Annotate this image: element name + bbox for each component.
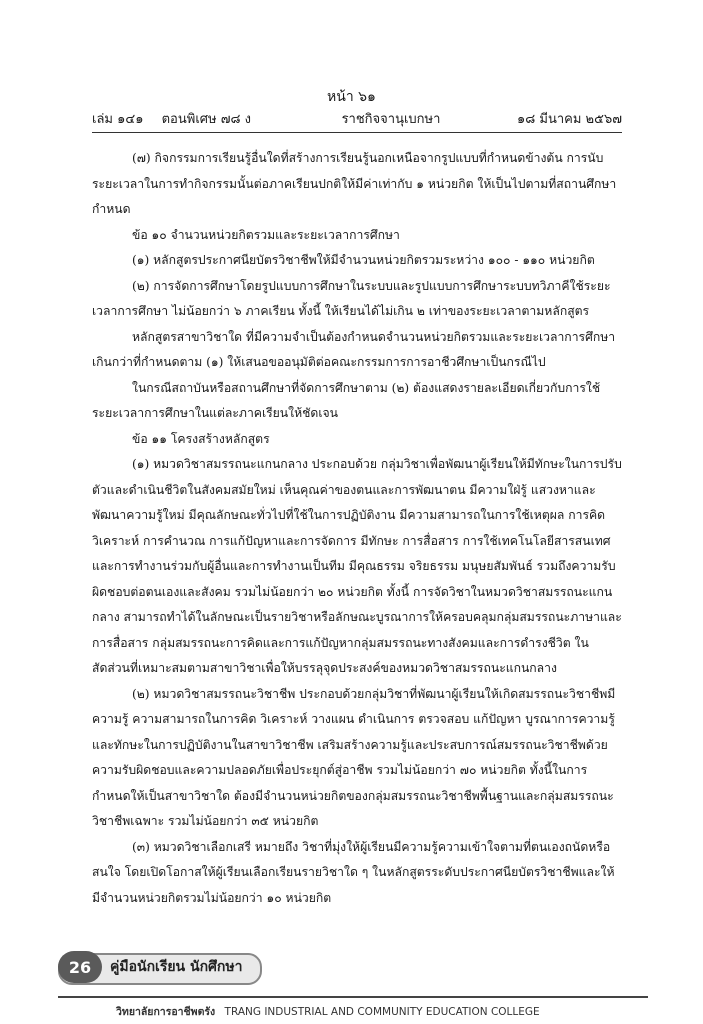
footer-college bbox=[116, 1003, 540, 1020]
issue: ตอนพิเศษ ๗๘ ง bbox=[161, 112, 251, 127]
paragraph: (๑) หมวดวิชาสมรรถนะแกนกลาง ประกอบด้วย กลุ่มวิชาเพื่อพัฒนาผู้เรียนให้มีทักษะในการปรับตัวและดำเนินชีวิตในสังคมสมัยใหม่ เห็นคุณค่าของตนและการพัฒนาตน มีความใฝ่รู้ แสวงหาและพัฒนาความรู้ใหม่ มีคุณลักษณะทั่วไปที่ใช้ในการปฏิบัติงาน มีความสามารถในการใช้เหตุผล การคิดวิเคราะห์ การคำนวณ การแก้ปัญหาและการจัดการ มีทักษะ การสื่อสาร การใช้เทคโนโลยีสารสนเทศและการทำงานร่วมกับผู้อื่นและการทำงานเป็นทีม มีคุณธรรม จริยธรรม มนุษยสัมพันธ์ รวมถึงความรับผิดชอบต่อตนเองและสังคม รวมไม่น้อยกว่า ๒๐ หน่วยกิต ทั้งนี้ การจัดวิชาในหมวดวิชาสมรรถนะแกนกลาง สามารถทำได้ในลักษณะเป็นรายวิชาหรือลักษณะบูรณาการให้ครอบคลุมกลุ่มสมรรถนะภาษาและการสื่อสาร กลุ่มสมรรถนะการคิดและการแก้ปัญหากลุ่มสมรรถนะทางสังคมและการดำรงชีวิต ในสัดส่วนที่เหมาะสมตามสาขาวิชาเพื่อให้บรรลุจุดประสงค์ของหมวดวิชาสมรรถนะแกนกลาง bbox=[92, 457, 622, 675]
paragraph: (๒) การจัดการศึกษาโดยรูปแบบการศึกษาในระบบและรูปแบบการศึกษาระบบทวิภาคีใช้ระยะเวลาการศึกษา ไม่น้อยกว่า ๖ ภาคเรียน ทั้งนี้ ให้เรียนได้ไม่เกิน ๒ เท่าของระยะเวลาตามหลักสูตร bbox=[92, 278, 611, 318]
publication-name: ราชกิจจานุเบกษา bbox=[341, 112, 441, 127]
paragraph: หลักสูตรสาขาวิชาใด ที่มีความจำเป็นต้องกำหนดจำนวนหน่วยกิตรวมและระยะเวลาการศึกษาเกินกว่าที่กำหนดตาม (๑) ให้เสนอขออนุมัติต่อคณะกรรมการการอาชีวศึกษาเป็นกรณีไป bbox=[92, 329, 616, 369]
document-body bbox=[92, 146, 622, 911]
paragraph: ในกรณีสถาบันหรือสถานศึกษาที่จัดการศึกษาตาม (๒) ต้องแสดงรายละเอียดเกี่ยวกับการใช้ระยะเวลาการศึกษาในแต่ละภาคเรียนให้ชัดเจน bbox=[92, 380, 601, 420]
footer-divider bbox=[58, 996, 648, 998]
paragraph: (๒) หมวดวิชาสมรรถนะวิชาชีพ ประกอบด้วยกลุ่มวิชาที่พัฒนาผู้เรียนให้เกิดสมรรถนะวิชาชีพมีความรู้ ความสามารถในการคิด วิเคราะห์ วางแผน ดำเนินการ ตรวจสอบ แก้ปัญหา บูรณาการความรู้และทักษะในการปฏิบัติงานในสาขาวิชาชีพ เสริมสร้างความรู้และประสบการณ์สมรรถนะวิชาชีพด้วยความรับผิดชอบและความปลอดภัยเพื่อประยุกต์สู่อาชีพ รวมไม่น้อยกว่า ๗๐ หน่วยกิต ทั้งนี้ในการกำหนดให้เป็นสาขาวิชาใด ต้องมีจำนวนหน่วยกิตของกลุ่มสมรรถนะวิชาชีพพื้นฐานและกลุ่มสมรรถนะวิชาชีพเฉพาะ รวมไม่น้อยกว่า ๓๕ หน่วยกิต bbox=[92, 686, 616, 828]
paragraph: (๗) กิจกรรมการเรียนรู้อื่นใดที่สร้างการเรียนรู้นอกเหนือจากรูปแบบที่กำหนดข้างต้น การนับระยะเวลาในการทำกิจกรรมนั้นต่อภาคเรียนปกติให้มีค่าเท่ากับ ๑ หน่วยกิต ให้เป็นไปตามที่สถานศึกษากำหนด bbox=[92, 151, 617, 216]
clause-heading: ข้อ ๑๑ โครงสร้างหลักสูตร bbox=[132, 431, 270, 446]
footer-page-number: 26 bbox=[58, 951, 102, 983]
gazette-header bbox=[92, 108, 622, 133]
clause-heading: ข้อ ๑๐ จำนวนหน่วยกิตรวมและระยะเวลาการศึกษา bbox=[132, 227, 400, 242]
footer-book-title: คู่มือนักเรียน นักศึกษา bbox=[110, 959, 243, 975]
paragraph: (๓) หมวดวิชาเลือกเสรี หมายถึง วิชาที่มุ่งให้ผู้เรียนมีความรู้ความเข้าใจตามที่ตนเองถนัดหรือสนใจ โดยเปิดโอกาสให้ผู้เรียนเลือกเรียนรายวิชาใด ๆ ในหลักสูตรระดับประกาศนียบัตรวิชาชีพและให้มีจำนวนหน่วยกิตรวมไม่น้อยกว่า ๑๐ หน่วยกิต bbox=[92, 839, 615, 905]
publication-date: ๑๘ มีนาคม ๒๕๖๗ bbox=[516, 112, 622, 127]
paragraph: (๑) หลักสูตรประกาศนียบัตรวิชาชีพให้มีจำนวนหน่วยกิตรวมระหว่าง ๑๐๐ - ๑๑๐ หน่วยกิต bbox=[132, 253, 595, 267]
gazette-issue-info bbox=[92, 108, 265, 129]
page-number: หน้า ๖๑ bbox=[327, 89, 376, 105]
volume: เล่ม ๑๔๑ bbox=[92, 112, 144, 127]
college-name-english: TRANG INDUSTRIAL AND COMMUNITY EDUCATION COLLEGE bbox=[224, 1006, 540, 1018]
college-name-thai: วิทยาลัยการอาชีพตรัง bbox=[116, 1006, 216, 1018]
